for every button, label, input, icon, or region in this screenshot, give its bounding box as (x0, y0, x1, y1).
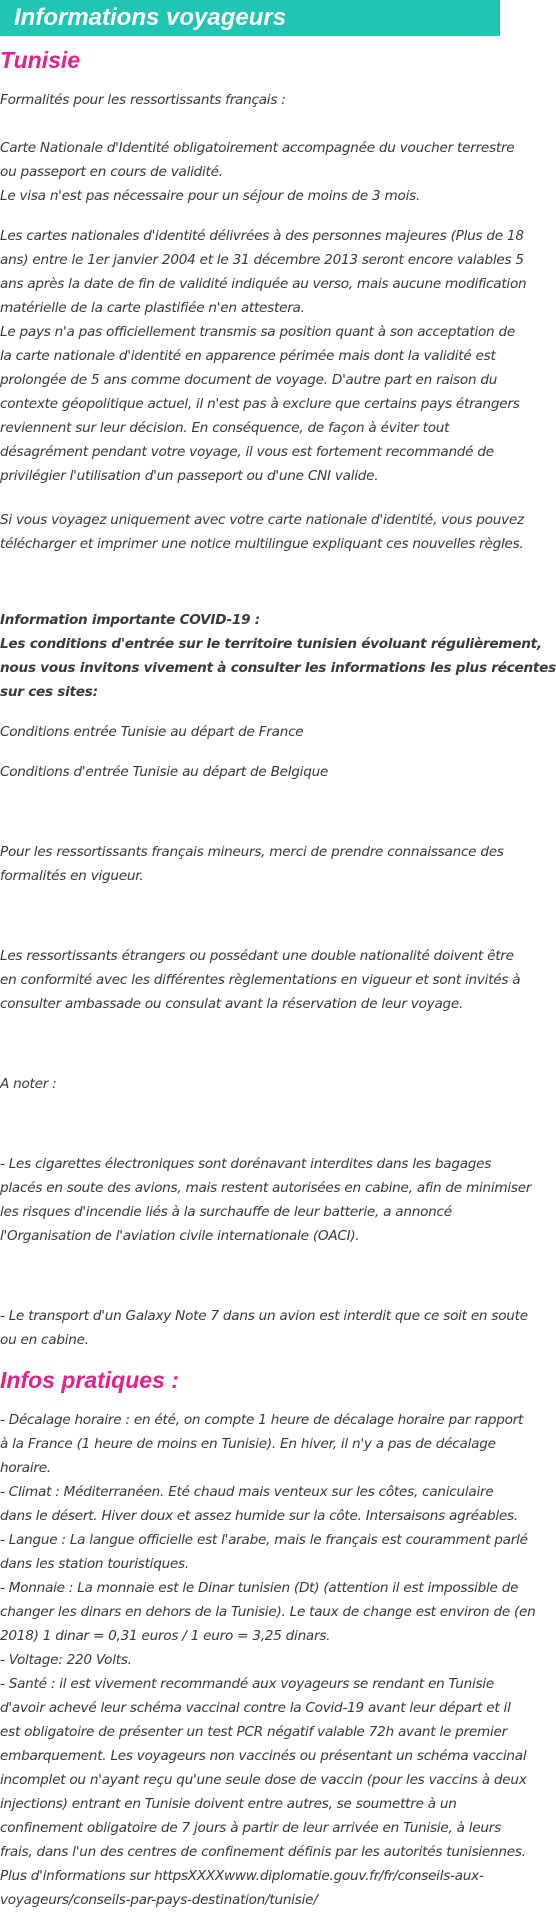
text-line: Les conditions d'entrée sur le territoire tunisien évoluant régulièrement, (0, 636, 542, 652)
text-line: changer les dinars en dehors de la Tunisie). Le taux de change est environ de (en (0, 1604, 536, 1620)
text-line: d'avoir achevé leur schéma vaccinal contre la Covid-19 avant leur départ et il (0, 1700, 511, 1716)
text-line: confinement obligatoire de 7 jours à partir de leur arrivée en Tunisie, à leurs (0, 1820, 501, 1836)
text-line: Si vous voyagez uniquement avec votre carte nationale d'identité, vous pouvez (0, 512, 524, 528)
text-line: Les ressortissants étrangers ou possédant une double nationalité doivent être (0, 948, 514, 964)
etrangers-paragraph (0, 944, 521, 1016)
text-line: Plus d'informations sur httpsXXXXwww.diplomatie.gouv.fr/fr/conseils-aux- (0, 1868, 484, 1884)
galaxy-paragraph (0, 1304, 528, 1352)
text-line: désagrément pendant votre voyage, il vous est fortement recommandé de (0, 444, 494, 460)
infos-pratiques-title: Infos pratiques : (0, 1367, 179, 1393)
text-line: Le visa n'est pas nécessaire pour un séjour de moins de 3 mois. (0, 188, 421, 204)
page-header: Informations voyageurs (0, 0, 500, 36)
text-line: Le pays n'a pas officiellement transmis sa position quant à son acceptation de (0, 324, 515, 340)
country-title: Tunisie (0, 47, 81, 73)
a-noter-label: A noter : (0, 1076, 57, 1092)
text-line: dans le désert. Hiver doux et assez humide sur la côte. Intersaisons agréables. (0, 1508, 518, 1524)
text-line: la carte nationale d'identité en apparence périmée mais dont la validité est (0, 348, 496, 364)
text-line: l'Organisation de l'aviation civile internationale (OACI). (0, 1228, 360, 1244)
text-line: ans) entre le 1er janvier 2004 et le 31 décembre 2013 seront encore valables 5 (0, 252, 524, 268)
covid-notice (0, 608, 556, 704)
text-line: dans les station touristiques. (0, 1556, 189, 1572)
text-line: privilégier l'utilisation d'un passeport ou d'une CNI valide. (0, 468, 379, 484)
text-line: contexte géopolitique actuel, il n'est pas à exclure que certains pays étrangers (0, 396, 520, 412)
text-line: reviennent sur leur décision. En conséquence, de façon à éviter tout (0, 420, 450, 436)
formalites-intro: Formalités pour les ressortissants français : (0, 92, 286, 108)
text-line: incomplet ou n'ayant reçu qu'une seule dose de vaccin (pour les vaccins à deux (0, 1772, 527, 1788)
infos-pratiques-list (0, 1408, 536, 1912)
cartes-paragraph (0, 224, 527, 488)
text-line: ou passeport en cours de validité. (0, 164, 223, 180)
text-line: - Les cigarettes électroniques sont dorénavant interdites dans les bagages (0, 1156, 492, 1172)
cni-paragraph (0, 136, 515, 208)
text-line: Information importante COVID-19 : (0, 612, 260, 628)
text-line: est obligatoire de présenter un test PCR négatif valable 72h avant le premier (0, 1724, 507, 1740)
text-line: - Santé : il est vivement recommandé aux voyageurs se rendant en Tunisie (0, 1676, 494, 1692)
text-line: Les cartes nationales d'identité délivrées à des personnes majeures (Plus de 18 (0, 228, 524, 244)
text-line: horaire. (0, 1460, 51, 1476)
text-line: consulter ambassade ou consulat avant la réservation de leur voyage. (0, 996, 464, 1012)
text-line: à la France (1 heure de moins en Tunisie). En hiver, il n'y a pas de décalage (0, 1436, 496, 1452)
text-line: ou en cabine. (0, 1332, 89, 1348)
text-line: placés en soute des avions, mais restent autorisées en cabine, afin de minimiser (0, 1180, 532, 1196)
text-line: - Voltage: 220 Volts. (0, 1652, 132, 1668)
text-line: frais, dans l'un des centres de confinement définis par les autorités tunisiennes. (0, 1844, 526, 1860)
notice-paragraph (0, 508, 524, 556)
text-line: - Le transport d'un Galaxy Note 7 dans un avion est interdit que ce soit en soute (0, 1308, 528, 1324)
text-line: formalités en vigueur. (0, 868, 144, 884)
text-line: prolongée de 5 ans comme document de voyage. D'autre part en raison du (0, 372, 498, 388)
text-line: sur ces sites: (0, 684, 98, 700)
text-line: télécharger et imprimer une notice multilingue expliquant ces nouvelles règles. (0, 536, 524, 552)
text-line: Carte Nationale d'Identité obligatoirement accompagnée du voucher terrestre (0, 140, 515, 156)
text-line: - Décalage horaire : en été, on compte 1 heure de décalage horaire par rapport (0, 1412, 524, 1428)
text-line: matérielle de la carte plastifiée n'en attestera. (0, 300, 305, 316)
text-line: - Monnaie : La monnaie est le Dinar tunisien (Dt) (attention il est impossible de (0, 1580, 519, 1596)
text-line: voyageurs/conseils-par-pays-destination/tunisie/ (0, 1892, 318, 1908)
text-line: embarquement. Les voyageurs non vaccinés ou présentant un schéma vaccinal (0, 1748, 527, 1764)
text-line: - Langue : La langue officielle est l'arabe, mais le français est couramment parlé (0, 1532, 528, 1548)
text-line: en conformité avec les différentes règlementations en vigueur et sont invités à (0, 972, 521, 988)
text-line: - Climat : Méditerranéen. Eté chaud mais venteux sur les côtes, caniculaire (0, 1484, 494, 1500)
text-line: injections) entrant en Tunisie doivent entre autres, se soumettre à un (0, 1796, 457, 1812)
link-conditions-france[interactable]: Conditions entrée Tunisie au départ de France (0, 724, 304, 740)
text-line: ans après la date de fin de validité indiquée au verso, mais aucune modification (0, 276, 527, 292)
text-line: nous vous invitons vivement à consulter les informations les plus récentes (0, 660, 556, 676)
text-line: les risques d'incendie liés à la surchauffe de leur batterie, a annoncé (0, 1204, 452, 1220)
link-conditions-belgique[interactable]: Conditions d'entrée Tunisie au départ de Belgique (0, 764, 329, 780)
text-line: 2018) 1 dinar = 0,31 euros / 1 euro = 3,25 dinars. (0, 1628, 331, 1644)
cigarettes-paragraph (0, 1152, 532, 1248)
text-line: Pour les ressortissants français mineurs, merci de prendre connaissance des (0, 844, 504, 860)
mineurs-paragraph (0, 840, 504, 888)
